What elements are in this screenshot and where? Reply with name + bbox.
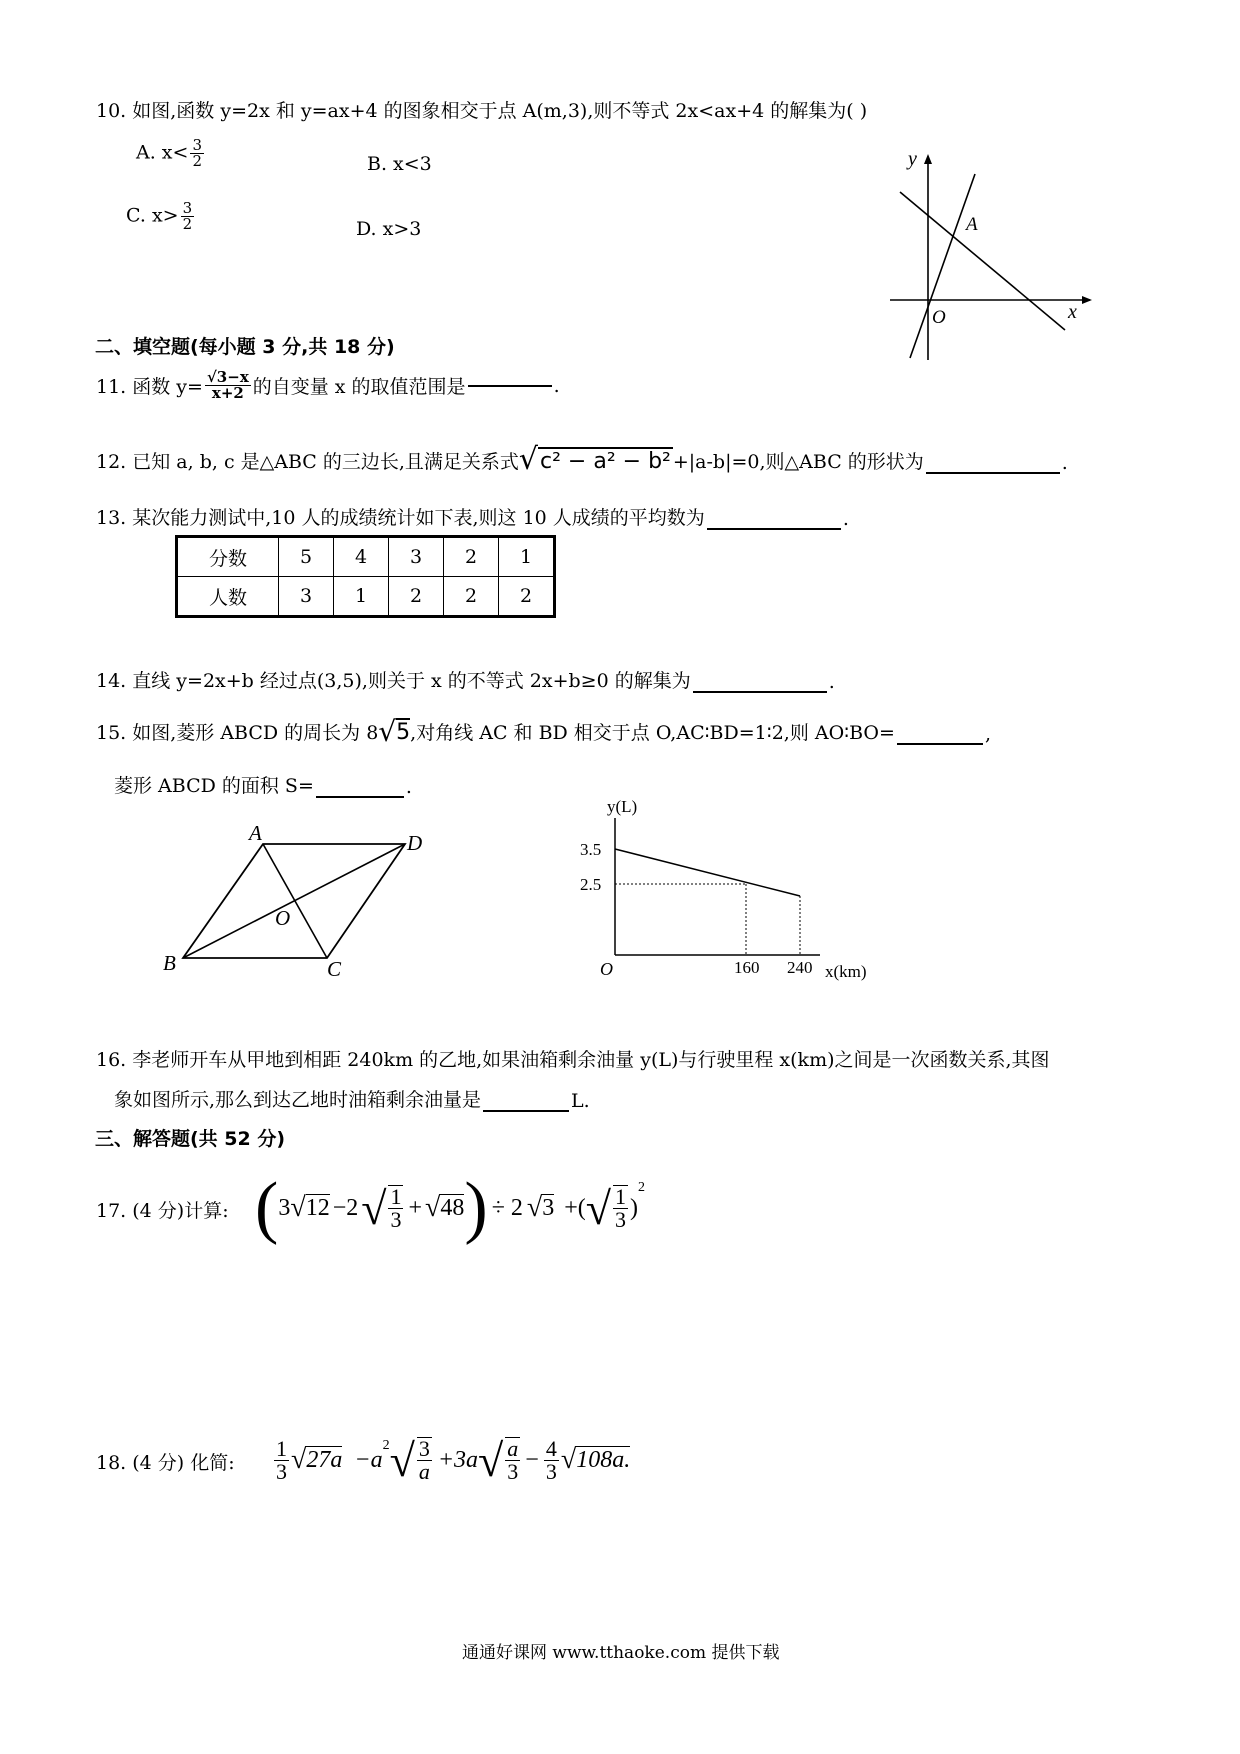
q10-option-c-label: C. x> [126, 204, 179, 227]
denominator: 3 [545, 1458, 557, 1484]
fuel-line [615, 849, 800, 896]
q16-end: L. [571, 1090, 590, 1112]
center-o-label: O [275, 906, 291, 930]
answer-blank[interactable] [483, 1109, 569, 1112]
operator: + [408, 1194, 423, 1221]
q15-line2-end: . [405, 776, 412, 798]
sqrt-sign: √ [290, 1192, 306, 1223]
numerator: 1 [615, 1184, 627, 1209]
denominator: a [418, 1459, 430, 1484]
sqrt-sign: √ [526, 1192, 543, 1223]
q12-end: . [1061, 452, 1068, 474]
q13-end: . [842, 508, 849, 530]
right-paren: ) [464, 1169, 488, 1246]
vertex-a-label: A [249, 821, 262, 845]
radicand: 3 [542, 1195, 555, 1221]
origin-label: O [600, 959, 613, 979]
sqrt-sign: √ [478, 1434, 504, 1486]
operator: ÷ 2 [491, 1194, 523, 1221]
fraction [544, 1435, 559, 1484]
q15-end: , [984, 723, 991, 745]
answer-blank[interactable] [468, 384, 552, 387]
table-cell: 2 [389, 577, 444, 617]
operator: +( [564, 1194, 586, 1221]
numerator: √3−x [206, 368, 249, 386]
term: −a [354, 1446, 383, 1473]
page-footer: 通通好课网 www.tthaoke.com 提供下载 [462, 1643, 780, 1663]
q18-expression [272, 1420, 630, 1500]
answer-blank[interactable] [316, 795, 404, 798]
answer-blank[interactable] [693, 690, 827, 693]
q12-suffix: +|a-b|=0,则△ABC 的形状为 [672, 451, 924, 473]
rhombus-figure [155, 820, 445, 980]
q10-stem: 10. 如图,函数 y=2x 和 y=ax+4 的图象相交于点 A(m,3),则不等式 2x<ax+4 的解集为( ) [96, 100, 868, 122]
table-row [177, 577, 555, 617]
point-a-label: A [966, 214, 978, 235]
table-cell: 4 [334, 537, 389, 577]
q14-end: . [828, 671, 835, 693]
denominator: 2 [182, 215, 193, 233]
denominator: x+2 [211, 384, 244, 402]
line-y-2x [910, 174, 975, 358]
q16-line2 [114, 1085, 590, 1112]
q11-fraction [205, 370, 251, 401]
sqrt-sign: √ [389, 1434, 415, 1486]
q15-suffix: ,对角线 AC 和 BD 相交于点 O,AC∶BD=1∶2,则 AO∶BO= [410, 722, 895, 744]
numerator: 3 [182, 199, 193, 217]
numerator: 1 [276, 1435, 287, 1461]
vertex-c-label: C [327, 957, 342, 980]
q12 [96, 442, 1068, 477]
vertex-b-label: B [163, 951, 176, 975]
left-paren: ( [255, 1169, 279, 1246]
q15-prefix: 15. 如图,菱形 ABCD 的周长为 8 [96, 722, 379, 744]
y-axis-label: y(L) [607, 797, 638, 816]
table-cell: 3 [389, 537, 444, 577]
operator: − [525, 1446, 539, 1473]
q10-option-a [136, 138, 206, 169]
sqrt-sign: √ [361, 1182, 387, 1234]
sqrt-sign: √ [585, 1182, 612, 1234]
sqrt-sign: √ [378, 715, 397, 748]
radicand: 108a. [576, 1447, 631, 1473]
y-tick-label: 2.5 [580, 875, 602, 894]
denominator: 2 [192, 152, 202, 170]
y-axis-arrow [924, 154, 932, 164]
table-cell: 2 [444, 537, 499, 577]
fraction [417, 1437, 432, 1483]
q12-radicand: c² − a² − b² [540, 449, 671, 474]
q12-prefix: 12. 已知 a, b, c 是△ABC 的三边长,且满足关系式 [96, 451, 519, 473]
table-cell: 5 [279, 537, 334, 577]
denominator: 3 [390, 1207, 402, 1232]
numerator: a [507, 1436, 519, 1461]
q13-stem: 13. 某次能力测试中,10 人的成绩统计如下表,则这 10 人成绩的平均数为 [96, 507, 705, 529]
q11-end: . [553, 374, 560, 397]
denominator: 3 [615, 1207, 627, 1232]
q11-prefix: 11. 函数 y= [96, 376, 203, 398]
y-tick-label: 3.5 [580, 840, 602, 859]
radicand: 12 [305, 1195, 330, 1221]
q10-option-b: B. x<3 [367, 153, 432, 175]
operator: −2 [332, 1194, 359, 1221]
q17-expression [255, 1168, 645, 1248]
table-cell: 分数 [177, 537, 279, 577]
q10-option-d: D. x>3 [356, 218, 422, 240]
radicand: 48 [440, 1195, 465, 1221]
origin-label: O [932, 307, 946, 328]
answer-blank[interactable] [926, 471, 1060, 474]
answer-blank[interactable] [897, 742, 983, 745]
table-cell: 3 [279, 577, 334, 617]
diagonal-bd [183, 844, 405, 958]
q16-line2-text: 象如图所示,那么到达乙地时油箱剩余油量是 [114, 1089, 482, 1111]
fraction [274, 1435, 289, 1484]
line-y-ax-plus-4 [900, 192, 1065, 330]
table-cell: 人数 [177, 577, 279, 617]
q14 [96, 666, 835, 693]
coefficient: 3 [278, 1194, 291, 1221]
fraction [388, 1185, 403, 1231]
q15-line2-text: 菱形 ABCD 的面积 S= [114, 775, 314, 797]
sqrt-sign: √ [560, 1444, 577, 1475]
q16-line1: 16. 李老师开车从甲地到相距 240km 的乙地,如果油箱剩余油量 y(L)与行驶里程 x(km)之间是一次函数关系,其图 [96, 1049, 1050, 1071]
fuel-graph [575, 790, 895, 990]
fraction [613, 1185, 628, 1231]
numerator: 4 [545, 1435, 557, 1461]
table-cell: 1 [499, 537, 555, 577]
fraction [505, 1437, 520, 1483]
answer-blank[interactable] [707, 527, 841, 530]
numerator: 3 [192, 136, 202, 154]
q13 [96, 503, 849, 530]
q11 [96, 370, 560, 401]
vertex-d-label: D [407, 831, 423, 855]
section-3-heading: 三、解答题(共 52 分) [95, 1128, 286, 1150]
table-cell: 2 [499, 577, 555, 617]
x-axis-label: x(km) [825, 962, 867, 981]
q15-radicand: 5 [396, 720, 411, 745]
q15-line2 [114, 771, 412, 798]
q15 [96, 715, 991, 748]
numerator: 3 [418, 1436, 430, 1461]
q10-option-c [126, 201, 196, 232]
sqrt-sign: √ [425, 1192, 441, 1223]
sqrt-sign: √ [291, 1444, 307, 1475]
q14-stem: 14. 直线 y=2x+b 经过点(3,5),则关于 x 的不等式 2x+b≥0 的解集为 [96, 670, 691, 692]
denominator: 3 [276, 1458, 287, 1484]
y-axis-label: y [908, 148, 917, 170]
section-2-heading: 二、填空题(每小题 3 分,共 18 分) [95, 336, 395, 358]
table-row [177, 537, 555, 577]
score-table [175, 535, 556, 618]
table-cell: 1 [334, 577, 389, 617]
x-tick-label: 160 [734, 958, 760, 977]
q10-option-a-label: A. x< [136, 141, 189, 164]
term: +3a [437, 1446, 479, 1473]
fraction [181, 201, 195, 232]
table-cell: 2 [444, 577, 499, 617]
x-axis-label: x [1068, 301, 1077, 323]
x-axis-arrow [1082, 296, 1092, 304]
exponent: 2 [382, 1438, 390, 1453]
fraction [190, 138, 204, 169]
x-tick-label: 240 [787, 958, 813, 977]
radicand: 27a [306, 1447, 343, 1473]
q18-prefix: 18. (4 分) 化简: [96, 1452, 235, 1474]
denominator: 3 [507, 1459, 519, 1484]
q10-graph [880, 140, 1120, 365]
q11-suffix: 的自变量 x 的取值范围是 [252, 376, 466, 398]
q17-prefix: 17. (4 分)计算: [96, 1200, 229, 1222]
sqrt-sign: √ [518, 442, 539, 477]
numerator: 1 [390, 1184, 402, 1209]
exponent: 2 [638, 1180, 646, 1195]
paren: ) [630, 1194, 639, 1221]
